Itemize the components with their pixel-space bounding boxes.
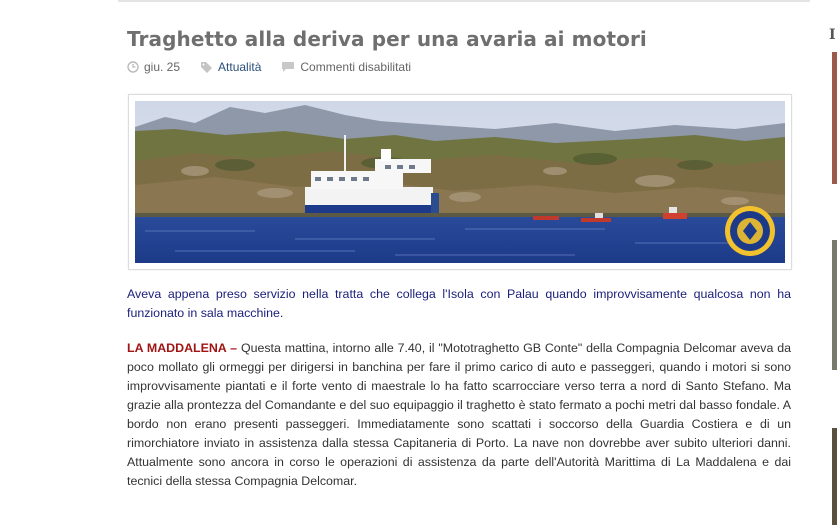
ferry-scene bbox=[135, 101, 785, 263]
article-lead: Aveva appena preso servizio nella tratta che collega l'Isola con Palau quando improvvisamente qualcosa non ha funzionato in sala macchine. bbox=[127, 287, 791, 320]
category-link[interactable]: Attualità bbox=[218, 60, 262, 74]
article-meta bbox=[127, 59, 431, 75]
top-divider bbox=[118, 0, 810, 2]
share-row-cropped bbox=[127, 518, 427, 525]
tag-icon bbox=[200, 61, 213, 73]
date-text: giu. 25 bbox=[144, 60, 181, 74]
guardia-costiera-seal-icon bbox=[725, 206, 775, 256]
article-title[interactable]: Traghetto alla deriva per una avaria ai motori bbox=[127, 27, 647, 51]
ferry-photo bbox=[135, 101, 785, 263]
sidebar-thumb-3[interactable] bbox=[832, 428, 837, 525]
dateline: LA MADDALENA bbox=[127, 341, 227, 355]
meta-date bbox=[127, 60, 180, 74]
dateline-separator: – bbox=[226, 341, 241, 355]
comments-text: Commenti disabilitati bbox=[300, 60, 412, 74]
clock-icon bbox=[127, 61, 139, 73]
meta-category bbox=[200, 60, 261, 74]
meta-comments bbox=[281, 60, 411, 74]
article-body bbox=[127, 339, 791, 491]
comment-icon bbox=[281, 61, 295, 73]
body-text: Questa mattina, intorno alle 7.40, il "Mototraghetto GB Conte" della Compagnia Delcomar aveva da poco mollato gli ormeggi per dirigersi in banchina per fare il primo carico di auto e passeggeri, quando i motori si sono improvvisamente piantati e il forte vento di maestrale lo ha fatto scarrocciare verso terra a nord di Santo Stefano. Ma grazie alla prontezza del Comandante e del suo equipaggio il traghetto è stato fermato a pochi metri dal basso fondale. A bordo non erano presenti passeggeri. Immediatamente sono scattati i soccorso della Guardia Costiera e di un rimorchiatore inviato in assistenza dalla stessa Capitaneria di Porto. La nave non dovrebbe aver subito ulteriori danni. Attualmente sono ancora in corso le operazioni di assistenza da parte dell'Autorità Marittima di La Maddalena e dai tecnici della stessa Compagnia Delcomar. bbox=[127, 341, 792, 488]
sidebar-thumb-2[interactable] bbox=[832, 240, 837, 370]
featured-image[interactable] bbox=[128, 94, 792, 270]
sidebar-heading: I bbox=[829, 27, 836, 43]
sidebar-thumb-1[interactable] bbox=[832, 52, 837, 184]
